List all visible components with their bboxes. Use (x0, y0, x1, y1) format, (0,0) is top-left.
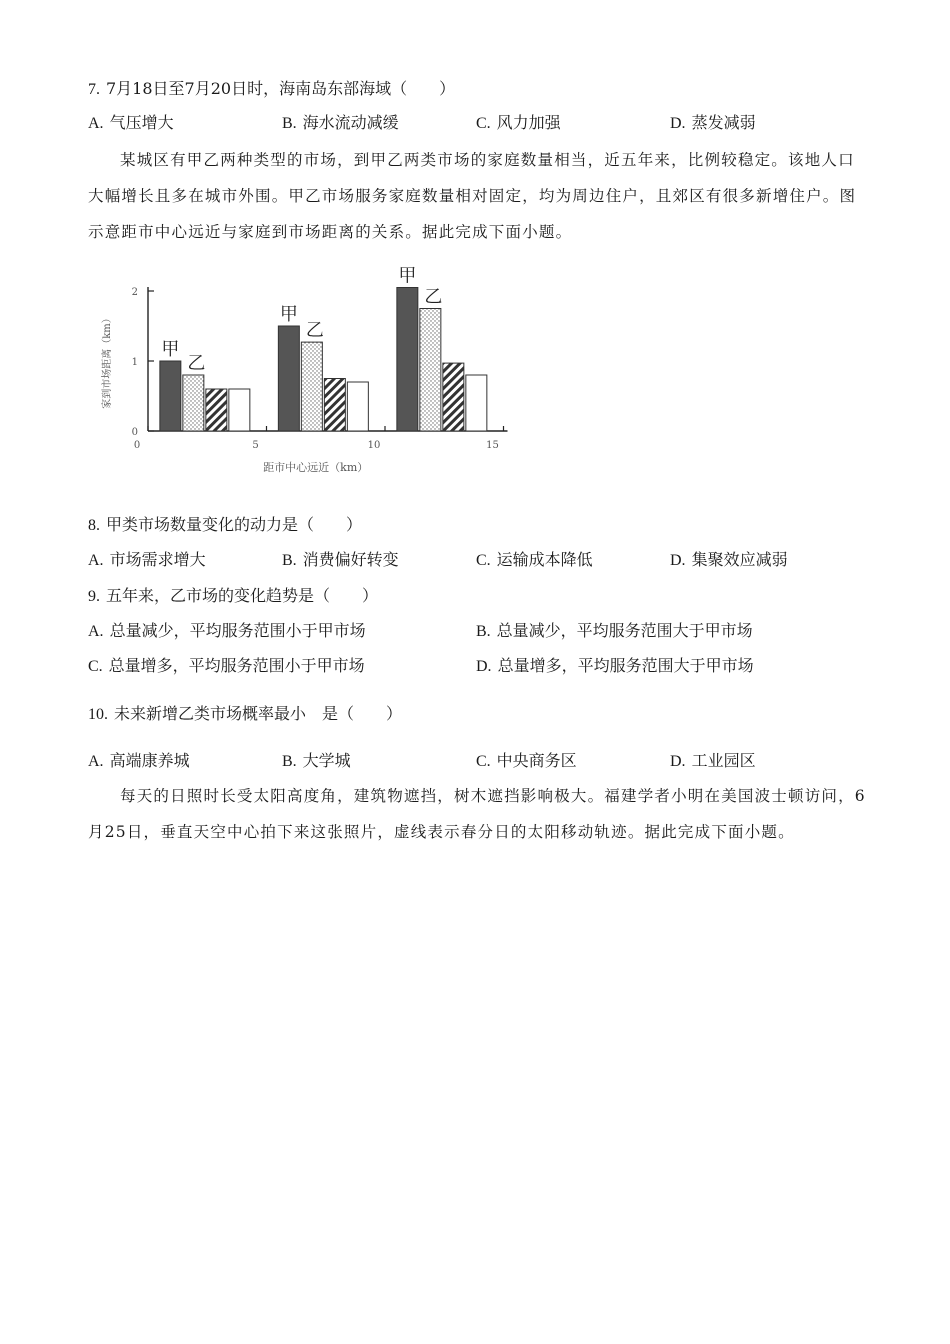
bar (466, 375, 487, 431)
q8-option-d: D. 集聚效应减弱 (670, 550, 788, 569)
q7-option-b: B. 海水流动减缓 (282, 113, 399, 132)
bar-label-yi: 乙 (187, 353, 206, 374)
bar-label-jia: 甲 (161, 339, 180, 360)
q9-option-a: A. 总量减少，平均服务范围小于甲市场 (88, 621, 366, 640)
bar (183, 375, 204, 431)
q8-option-a: A. 市场需求增大 (88, 550, 206, 569)
y-tick-label: 1 (131, 357, 138, 368)
question-8-stem: 8. 甲类市场数量变化的动力是（ ） (88, 515, 363, 534)
passage-sunlight: 每天的日照时长受太阳高度角，建筑物遮挡，树木遮挡影响极大。福建学者小明在美国波士顿访问，6月25日，垂直天空中心拍下来这张照片，虚线表示春分日的太阳移动轨迹。据此完成下面小题。 (88, 787, 866, 841)
bar (206, 389, 227, 431)
passage-markets: 某城区有甲乙两种类型的市场，到甲乙两类市场的家庭数量相当，近五年来，比例较稳定。该地人口大幅增长且多在城市外围。甲乙市场服务家庭数量相对固定，均为周边住户，且郊区有很多新增住户。图示意距市中心远近与家庭到市场距离的关系。据此完成下面小题。 (88, 151, 857, 241)
x-tick-label: 15 (486, 440, 499, 451)
bar (229, 389, 250, 431)
q7-option-c: C. 风力加强 (476, 113, 561, 132)
q9-option-d: D. 总量增多，平均服务范围大于甲市场 (476, 656, 754, 675)
bar (301, 342, 322, 431)
bar (443, 363, 464, 431)
q9-option-b: B. 总量减少，平均服务范围大于甲市场 (476, 621, 753, 640)
q8-option-b: B. 消费偏好转变 (282, 550, 399, 569)
question-9-stem: 9. 五年来，乙市场的变化趋势是（ ） (88, 586, 379, 605)
question-10-stem: 10. 未来新增乙类市场概率最小 是（ ） (88, 704, 403, 723)
q10-option-b: B. 大学城 (282, 751, 351, 770)
bar (397, 288, 418, 432)
bar-label-jia: 甲 (279, 304, 298, 325)
q10-option-a: A. 高端康养城 (88, 751, 190, 770)
q7-option-d: D. 蒸发减弱 (670, 113, 756, 132)
bar (278, 326, 299, 431)
bar (324, 379, 345, 432)
q9-option-c: C. 总量增多，平均服务范围小于甲市场 (88, 656, 365, 675)
q10-option-d: D. 工业园区 (670, 751, 756, 770)
y-axis-label: 家到市场距离（km） (102, 313, 113, 409)
question-7-stem: 7. 7月18日至7月20日时，海南岛东部海域（ ） (88, 79, 456, 98)
bar-label-yi: 乙 (305, 320, 324, 342)
y-tick-label: 0 (131, 427, 138, 438)
chart-bars (160, 288, 487, 432)
q8-option-c: C. 运输成本降低 (476, 550, 593, 569)
bar (420, 309, 441, 432)
bar (160, 361, 181, 431)
bar-label-jia: 甲 (398, 265, 417, 287)
question-number: 7. (88, 81, 100, 98)
market-distance-chart (88, 258, 508, 480)
x-tick-label: 5 (252, 440, 259, 451)
x-tick-label: 10 (367, 440, 381, 451)
x-axis-label: 距市中心远近（km） (263, 461, 369, 474)
x-tick-label: 0 (133, 440, 141, 451)
q10-option-c: C. 中央商务区 (476, 751, 577, 770)
bar (347, 382, 368, 431)
q7-option-a: A. 气压增大 (88, 113, 174, 132)
bar-label-yi: 乙 (424, 286, 443, 308)
y-tick-label: 2 (131, 287, 138, 298)
